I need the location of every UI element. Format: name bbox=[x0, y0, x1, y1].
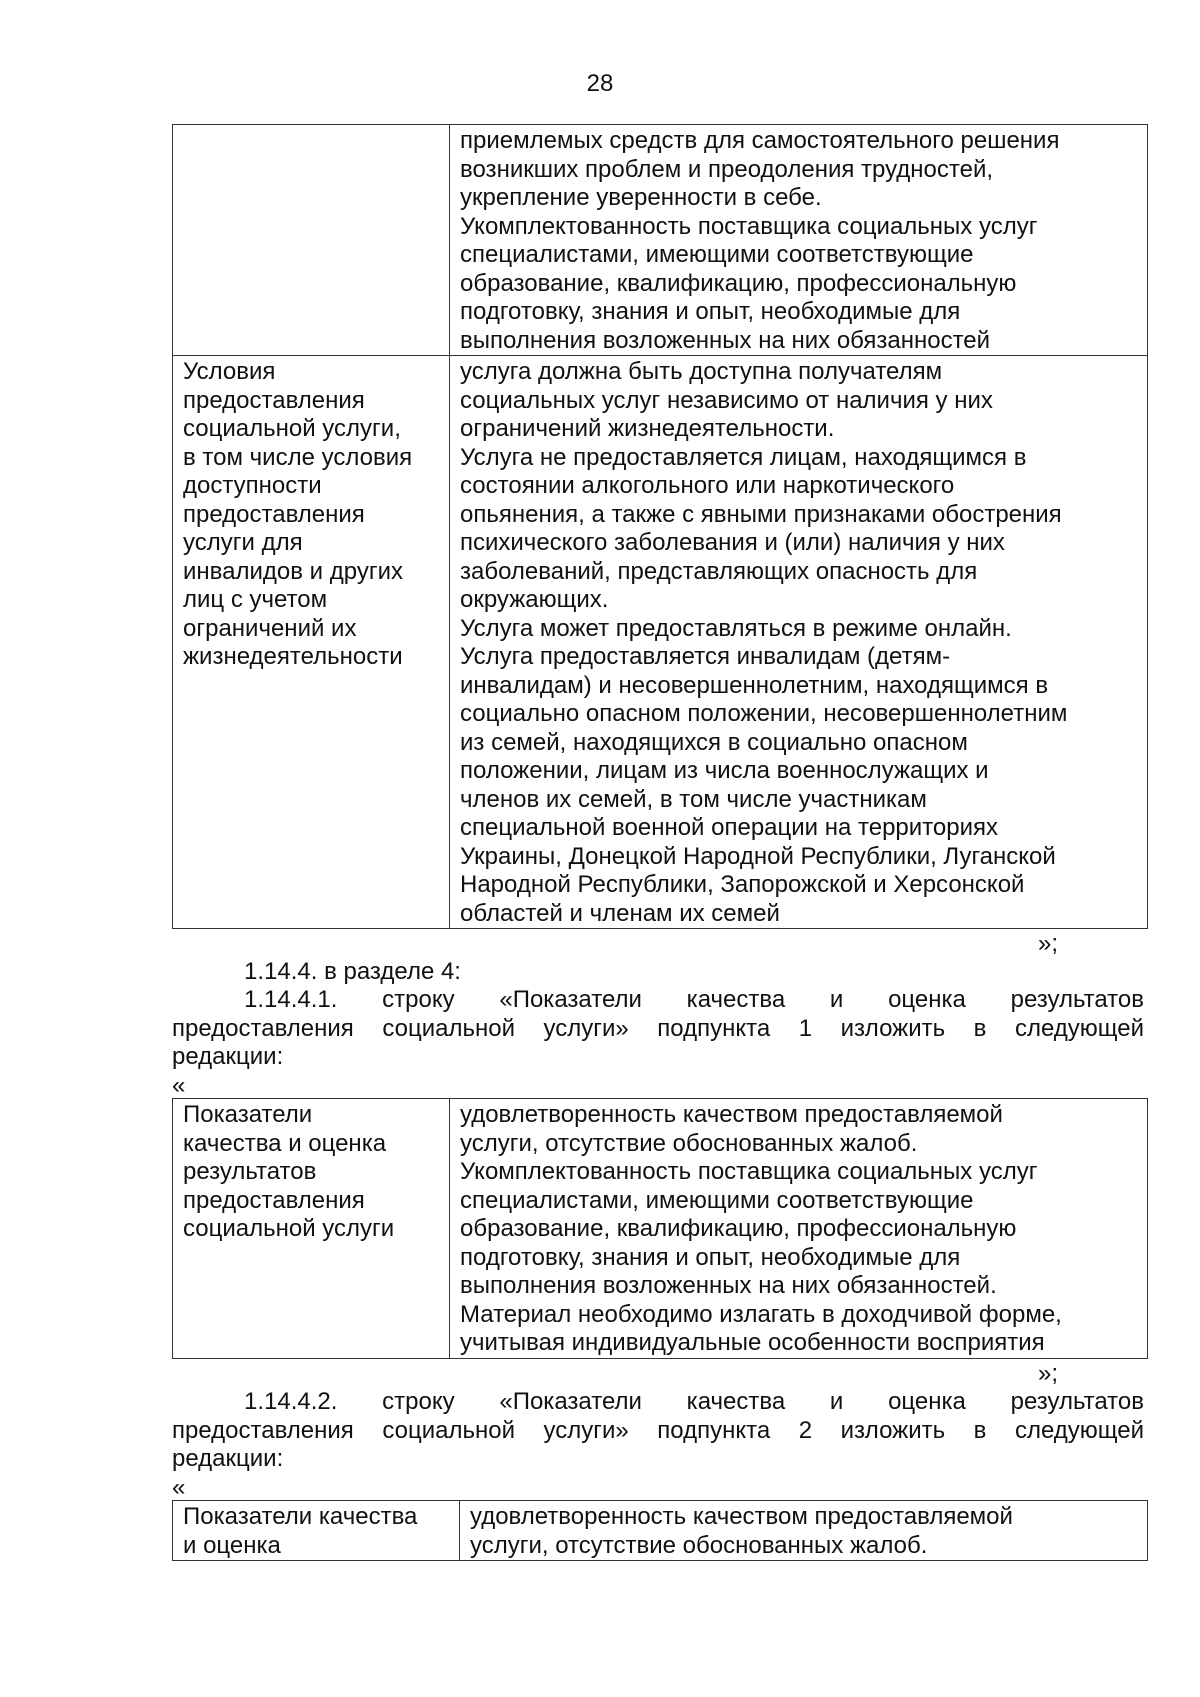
table-cell-indicators-text bbox=[460, 1501, 1148, 1561]
text-line: областей и членам их семей bbox=[460, 899, 780, 927]
table-row bbox=[173, 356, 1148, 929]
text-line: состоянии алкогольного или наркотического bbox=[460, 472, 955, 499]
text-line: Услуга предоставляется инвалидам (детям- bbox=[460, 643, 951, 670]
table-cell-indicators-text bbox=[450, 1099, 1148, 1359]
text-line: Показатели bbox=[183, 1101, 313, 1128]
text-line: укрепление уверенности в себе. bbox=[460, 184, 822, 211]
paragraph-1-14-4-1 bbox=[172, 986, 1144, 1072]
text-line: приемлемых средств для самостоятельного решения bbox=[460, 127, 1060, 154]
quality-indicators-table-2 bbox=[172, 1500, 1148, 1561]
text-line: опьянения, а также с явными признаками обострения bbox=[460, 500, 1062, 528]
text-line: специалистами, имеющими соответствующие bbox=[460, 241, 974, 268]
text-line: в том числе условия bbox=[183, 443, 413, 471]
text-line: жизнедеятельности bbox=[183, 643, 403, 670]
table-cell-conditions-text bbox=[450, 356, 1148, 929]
text-line: выполнения возложенных на них обязанностей bbox=[460, 326, 991, 354]
text-line: предоставления социальной услуги» подпункта 2 изложить в следующей bbox=[172, 1416, 1144, 1444]
text-line: социальной услуги bbox=[183, 1215, 395, 1242]
text-line: специальной военной операции на территориях bbox=[460, 814, 999, 841]
text-line: предоставления bbox=[183, 500, 365, 528]
text-line: инвалидам) и несовершеннолетним, находящимся в bbox=[460, 671, 1049, 699]
text-line: членов их семей, в том числе участникам bbox=[460, 785, 927, 813]
text-line: доступности bbox=[183, 472, 322, 499]
text-line: Показатели качества bbox=[183, 1503, 418, 1530]
opening-quote: « bbox=[172, 1474, 186, 1501]
table-cell-indicators-label bbox=[173, 1099, 450, 1359]
text-line: инвалидов и других bbox=[183, 557, 403, 585]
text-line: учитывая индивидуальные особенности восприятия bbox=[460, 1329, 1045, 1356]
text-line: выполнения возложенных на них обязанностей. bbox=[460, 1272, 997, 1299]
text-line: предоставления социальной услуги» подпункта 1 изложить в следующей bbox=[172, 1014, 1144, 1042]
text-line: услуги, отсутствие обоснованных жалоб. bbox=[470, 1531, 928, 1559]
paragraph-1-14-4 bbox=[172, 958, 1200, 987]
text-line: и оценка bbox=[183, 1531, 281, 1559]
closing-quote: »; bbox=[1037, 930, 1058, 957]
text-line: редакции: bbox=[172, 1043, 284, 1070]
opening-quote: « bbox=[172, 1072, 186, 1099]
text-line: редакции: bbox=[172, 1445, 284, 1472]
text-line: положении, лицам из числа военнослужащих и bbox=[460, 757, 989, 784]
text-line: 1.14.4.1. строку «Показатели качества и оценка результатов bbox=[244, 986, 1144, 1013]
text-line: Народной Республики, Запорожской и Херсонской bbox=[460, 871, 1025, 898]
text-line: Материал необходимо излагать в доходчивой форме, bbox=[460, 1300, 1062, 1328]
text-line: 1.14.4.2. строку «Показатели качества и оценка результатов bbox=[244, 1388, 1144, 1415]
text-line: из семей, находящихся в социально опасном bbox=[460, 728, 968, 756]
text-line: подготовку, знания и опыт, необходимые для bbox=[460, 298, 961, 325]
text-line: ограничений их bbox=[183, 614, 357, 642]
text-line: образование, квалификацию, профессиональную bbox=[460, 269, 1017, 297]
table-row bbox=[173, 1099, 1148, 1359]
table-row bbox=[173, 1501, 1148, 1561]
text-line: Услуга может предоставляться в режиме онлайн. bbox=[460, 614, 1012, 642]
table-cell-empty bbox=[173, 125, 450, 356]
text-line: удовлетворенность качеством предоставляемой bbox=[460, 1101, 1003, 1128]
table-cell-indicators-label bbox=[173, 1501, 460, 1561]
paragraph-1-14-4-2 bbox=[172, 1388, 1144, 1474]
text-line: предоставления bbox=[183, 386, 365, 414]
service-conditions-table bbox=[172, 124, 1148, 929]
text-line: Условия bbox=[183, 358, 276, 385]
text-line: Укомплектованность поставщика социальных услуг bbox=[460, 1158, 1038, 1185]
text-line: социальной услуги, bbox=[183, 415, 401, 442]
table-row bbox=[173, 125, 1148, 356]
text-line: предоставления bbox=[183, 1186, 365, 1214]
text-line: услуга должна быть доступна получателям bbox=[460, 358, 943, 385]
text-line: заболеваний, представляющих опасность для bbox=[460, 557, 978, 585]
text-line: услуги, отсутствие обоснованных жалоб. bbox=[460, 1129, 918, 1157]
text-line: подготовку, знания и опыт, необходимые для bbox=[460, 1243, 961, 1271]
text-line: лиц с учетом bbox=[183, 586, 328, 613]
text-line: услуги для bbox=[183, 529, 303, 556]
text-line: качества и оценка bbox=[183, 1129, 387, 1157]
text-line: возникших проблем и преодоления трудностей, bbox=[460, 155, 994, 183]
text-line: окружающих. bbox=[460, 586, 609, 613]
text-line: психического заболевания и (или) наличия у них bbox=[460, 529, 1005, 556]
text-line: Украины, Донецкой Народной Республики, Луганской bbox=[460, 842, 1056, 870]
table-cell-staffing bbox=[450, 125, 1148, 356]
text-line: 1.14.4. в разделе 4: bbox=[244, 958, 461, 985]
text-line: результатов bbox=[183, 1158, 317, 1185]
text-line: образование, квалификацию, профессиональную bbox=[460, 1215, 1017, 1242]
table-cell-conditions-label bbox=[173, 356, 450, 929]
quality-indicators-table-1 bbox=[172, 1098, 1148, 1359]
text-line: специалистами, имеющими соответствующие bbox=[460, 1186, 974, 1214]
text-line: Услуга не предоставляется лицам, находящимся в bbox=[460, 443, 1027, 471]
text-line: ограничений жизнедеятельности. bbox=[460, 415, 835, 442]
text-line: социально опасном положении, несовершеннолетним bbox=[460, 700, 1068, 727]
text-line: Укомплектованность поставщика социальных услуг bbox=[460, 212, 1038, 240]
text-line: удовлетворенность качеством предоставляемой bbox=[470, 1503, 1013, 1530]
closing-quote: »; bbox=[1037, 1360, 1058, 1387]
page-number: 28 bbox=[586, 70, 614, 97]
text-line: социальных услуг независимо от наличия у них bbox=[460, 386, 993, 414]
